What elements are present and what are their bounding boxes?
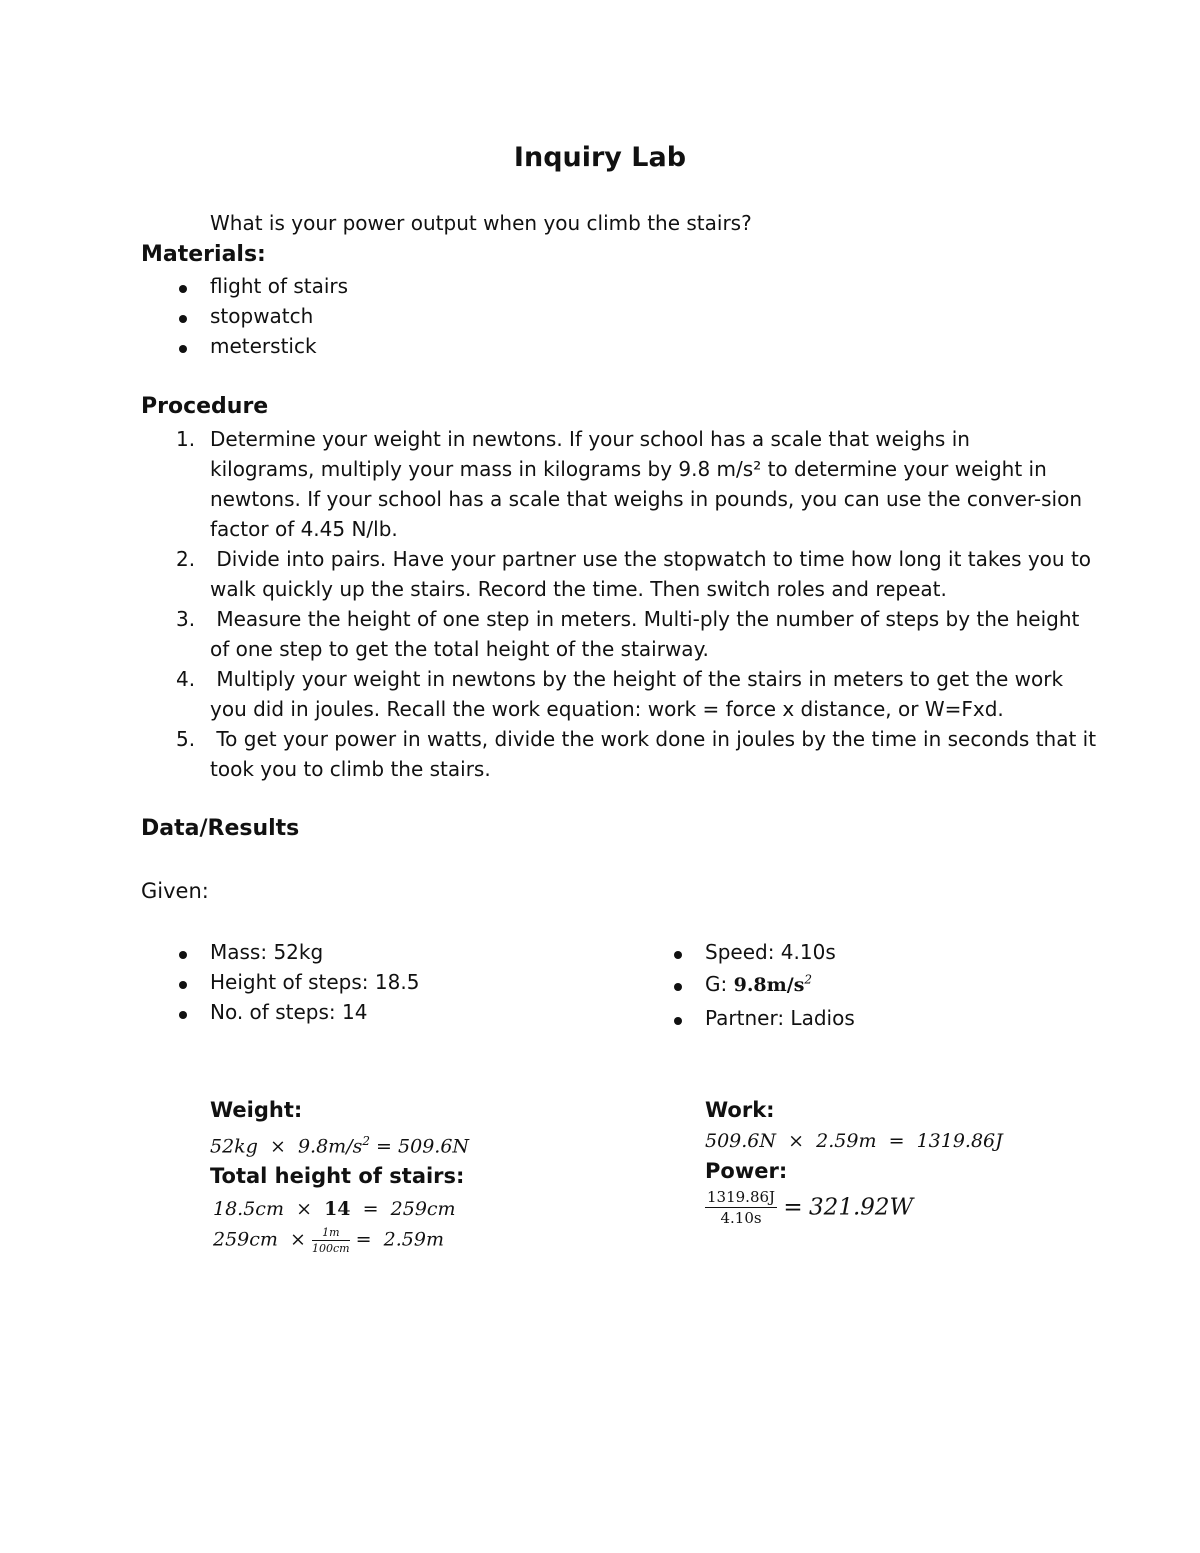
given-item: [705, 972, 812, 996]
eq-result: 321.92W: [809, 1194, 914, 1221]
inquiry-question: What is your power output when you climb the stairs?: [210, 211, 752, 235]
step-line: walk quickly up the stairs. Record the time. Then switch roles and repeat.: [210, 577, 947, 601]
eq-operator: ×: [290, 1228, 306, 1251]
eq-term: 259cm: [213, 1228, 278, 1251]
step-line: Determine your weight in newtons. If your school has a scale that weighs in: [210, 427, 970, 451]
eq-result: 259cm: [390, 1198, 456, 1220]
g-number: 9.8m/s: [733, 974, 805, 996]
given-item: Speed: 4.10s: [705, 940, 836, 964]
step-line: factor of 4.45 N/lb.: [210, 517, 398, 541]
materials-item: flight of stairs: [210, 274, 349, 298]
eq-equals: =: [355, 1228, 372, 1251]
height-label: Total height of stairs:: [210, 1164, 465, 1188]
step-number: 1.: [176, 427, 196, 451]
eq-exponent: 2: [362, 1134, 370, 1148]
fraction-denominator: 4.10s: [720, 1209, 762, 1227]
step-number: 3.: [176, 607, 196, 631]
step-line: Divide into pairs. Have your partner use the stopwatch to time how long it takes you to: [210, 547, 1092, 571]
fraction-denominator: 100cm: [312, 1242, 350, 1255]
eq-equals: =: [376, 1135, 392, 1158]
eq-result: 509.6N: [398, 1135, 470, 1158]
procedure-heading: Procedure: [141, 394, 269, 419]
g-value: [734, 974, 812, 996]
step-number: 2.: [176, 547, 196, 571]
eq-operator: ×: [269, 1135, 286, 1158]
height-equation-2: [213, 1226, 444, 1255]
eq-term: 52kg: [210, 1135, 258, 1158]
given-label: Given:: [141, 879, 209, 903]
step-line: of one step to get the total height of the stairway.: [210, 637, 709, 661]
given-item: No. of steps: 14: [210, 1000, 368, 1024]
eq-result: 2.59m: [383, 1228, 444, 1251]
page-title: Inquiry Lab: [513, 142, 687, 173]
eq-result: 1319.86J: [916, 1130, 1003, 1152]
eq-equals: =: [888, 1130, 905, 1152]
results-heading: Data/Results: [141, 816, 300, 841]
fraction-numerator: 1m: [312, 1226, 350, 1241]
step-number: 5.: [176, 727, 196, 751]
height-equation-1: [213, 1198, 456, 1220]
step-number: 4.: [176, 667, 196, 691]
step-line: you did in joules. Recall the work equation: work = force x distance, or W=Fxd.: [210, 697, 1004, 721]
step-line: Measure the height of one step in meters. Multi-ply the number of steps by the height: [210, 607, 1080, 631]
g-label: G:: [705, 972, 734, 996]
materials-item: stopwatch: [210, 304, 314, 328]
eq-term: 14: [324, 1198, 351, 1220]
step-line: newtons. If your school has a scale that weighs in pounds, you can use the conver-sion: [210, 487, 1083, 511]
step-line: To get your power in watts, divide the work done in joules by the time in seconds that it: [210, 727, 1097, 751]
eq-equals: =: [783, 1194, 803, 1221]
power-equation: [705, 1188, 913, 1227]
conversion-fraction: [312, 1226, 350, 1255]
materials-heading: Materials:: [141, 242, 266, 267]
work-label: Work:: [705, 1098, 775, 1122]
materials-item: meterstick: [210, 334, 317, 358]
step-line: took you to climb the stairs.: [210, 757, 491, 781]
given-item: Mass: 52kg: [210, 940, 324, 964]
eq-equals: =: [362, 1198, 379, 1220]
work-equation: [705, 1130, 1003, 1152]
step-line: kilograms, multiply your mass in kilograms by 9.8 m/s² to determine your weight in: [210, 457, 1047, 481]
power-label: Power:: [705, 1159, 788, 1183]
eq-operator: ×: [788, 1130, 805, 1152]
g-exponent: 2: [804, 972, 813, 987]
eq-term: 18.5cm: [213, 1198, 284, 1220]
eq-term: 9.8m/s: [297, 1135, 363, 1158]
weight-equation: [210, 1134, 469, 1157]
given-item: Partner: Ladios: [705, 1006, 855, 1030]
eq-term: 509.6N: [705, 1130, 777, 1152]
power-fraction: [705, 1188, 777, 1227]
step-line: Multiply your weight in newtons by the height of the stairs in meters to get the work: [210, 667, 1064, 691]
eq-operator: ×: [296, 1198, 312, 1220]
weight-label: Weight:: [210, 1098, 303, 1122]
given-item: Height of steps: 18.5: [210, 970, 420, 994]
fraction-numerator: 1319.86J: [707, 1188, 776, 1206]
eq-term: 2.59m: [816, 1130, 877, 1152]
